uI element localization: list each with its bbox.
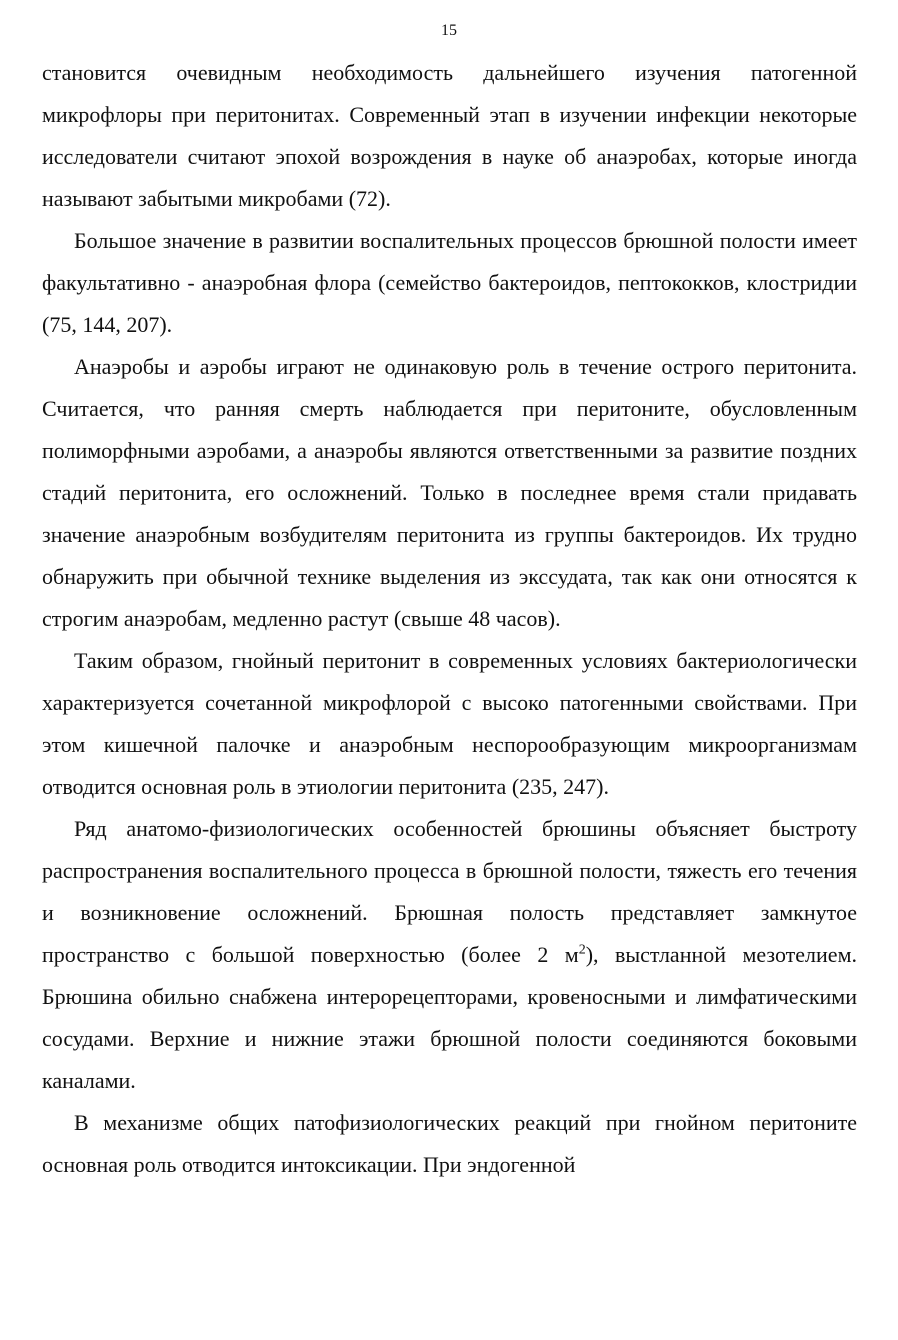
paragraph-3: Анаэробы и аэробы играют не одинаковую роль в течение острого перитонита. Считается, что ранняя смерть наблюдается при перитоните, обусловленным полиморфными аэробами, а анаэробы являются ответственными за развитие поздних стадий перитонита, его осложнений. Только в последнее время стали придавать значение анаэробным возбудителям перитонита из группы бактероидов. Их трудно обнаружить при обычной технике выделения из экссудата, так как они относятся к строгим анаэробам, медленно растут (свыше 48 часов).	[42, 354, 857, 631]
paragraph-5-text-after: ), выстланной мезотелием. Брюшина обильно снабжена интерорецепторами, кровеносными и лимфатическими сосудами. Верхние и нижние этажи брюшной полости соединяются боковыми каналами.	[42, 942, 857, 1093]
paragraph-1: становится очевидным необходимость дальнейшего изучения патогенной микрофлоры при перитонитах. Современный этап в изучении инфекции некоторые исследователи считают эпохой возрождения в науке об анаэробах, которые иногда называют забытыми микробами (72).	[42, 60, 857, 211]
superscript: 2	[578, 942, 586, 958]
document-body	[42, 52, 857, 1186]
paragraph-4: Таким образом, гнойный перитонит в современных условиях бактериологически характеризуется сочетанной микрофлорой с высоко патогенными свойствами. При этом кишечной палочке и анаэробным неспорообразующим микроорганизмам отводится основная роль в этиологии перитонита (235, 247).	[42, 648, 857, 799]
paragraph-2: Большое значение в развитии воспалительных процессов брюшной полости имеет факультативно - анаэробная флора (семейство бактероидов, пептококков, клостридии (75, 144, 207).	[42, 228, 857, 337]
paragraph-6: В механизме общих патофизиологических реакций при гнойном перитоните основная роль отводится интоксикации. При эндогенной	[42, 1110, 857, 1177]
page-number: 15	[441, 22, 457, 39]
paragraph-5-text-before: Ряд анатомо-физиологических особенностей брюшины объясняет быстроту распространения воспалительного процесса в брюшной полости, тяжесть его течения и возникновение осложнений. Брюшная полость представляет замкнутое пространство с большой поверхностью (более 2 м	[42, 816, 857, 967]
paragraph-5	[42, 808, 857, 1102]
